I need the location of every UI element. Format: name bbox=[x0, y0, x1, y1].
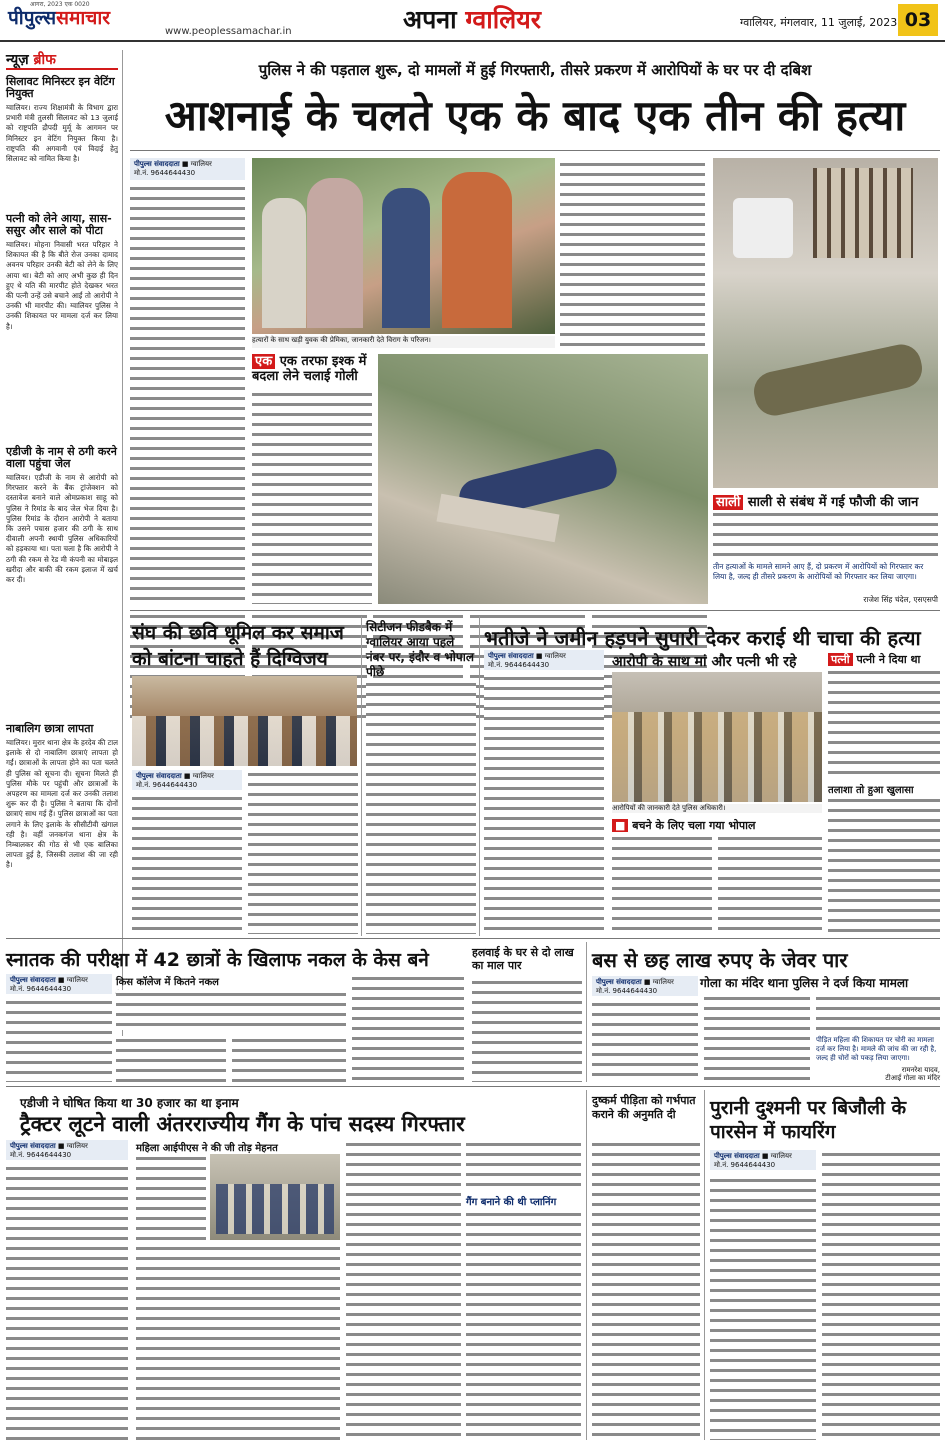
ssp-signature: राजेश सिंह चंदेल, एसएसपी bbox=[863, 595, 938, 604]
soldier-scene-photo bbox=[713, 158, 938, 488]
abortion-body bbox=[592, 1140, 700, 1440]
officers-shape bbox=[612, 712, 822, 802]
credit-city: ग्वालियर bbox=[652, 978, 674, 986]
exam-credit: पीपुल्स संवाददाता ■ ग्वालियर मो.नं. 9644644430 bbox=[6, 974, 112, 994]
firing-body-2 bbox=[822, 1150, 940, 1440]
brief-label-1: न्यूज़ bbox=[6, 52, 29, 68]
page-header bbox=[0, 0, 945, 42]
tractor-ips-head: महिला आईपीएस ने की जी तोड़ मेहनत bbox=[136, 1143, 278, 1154]
tractor-photo bbox=[210, 1154, 340, 1240]
brand-word-1: पीपुल्स bbox=[8, 7, 57, 29]
masthead-logo bbox=[8, 4, 110, 30]
subhead-text: साली से संबंध में गई फौजी की जान bbox=[747, 495, 919, 510]
firing-body-1 bbox=[710, 1176, 816, 1440]
sangh-body-2 bbox=[248, 770, 358, 934]
sangh-body-1 bbox=[132, 794, 242, 934]
brief-text: ग्वालियर। मोहना निवासी भरत परिहार ने शिकायत की है कि बीते रोज उनका दामाद अवनय परिहार उनकी बेटी को लेने के लिए आया था। बेटी को आए अभी कुछ ही दिन हुए थे यति की मारपीट होते देखकर भरत की पत्नी उन्हें उसे बचाने आईं तो आरोपी ने उनकी भी मारपीट की। ग्वालियर पुलिस ने उनकी शिकायत पर मामला दर्ज कर लिया है। bbox=[6, 240, 118, 331]
credit-phone: मो.नं. 9644644430 bbox=[10, 1151, 72, 1159]
tractor-body-3 bbox=[346, 1140, 461, 1440]
sangh-headline: संघ की छवि धूमिल कर समाज को बांटना चाहते हैं दिग्विजय bbox=[132, 622, 344, 670]
credit-name: पीपुल्स संवाददाता bbox=[136, 772, 182, 780]
news-brief-column bbox=[6, 50, 118, 1060]
column-divider bbox=[704, 1090, 705, 1440]
halwai-body bbox=[472, 978, 582, 1082]
column-divider bbox=[479, 616, 480, 936]
exam-body-4 bbox=[352, 974, 464, 1082]
section-title bbox=[403, 2, 541, 36]
section-rule bbox=[6, 938, 940, 939]
credit-phone: मो.नं. 9644644430 bbox=[134, 169, 196, 177]
credit-name: पीपुल्स संवाददाता bbox=[134, 160, 180, 168]
side-tag: पत्नी bbox=[828, 653, 853, 666]
citizen-body-1 bbox=[366, 680, 476, 934]
tractor-body-2 bbox=[136, 1244, 340, 1440]
sign-name: रामनरेश यादव, bbox=[901, 1066, 940, 1074]
person-figure bbox=[382, 188, 430, 328]
police-team-shape bbox=[216, 1184, 334, 1234]
column-divider bbox=[361, 616, 362, 936]
lead-photo bbox=[252, 158, 555, 334]
bhatija-side-body bbox=[828, 668, 940, 780]
bhatija-headline: भतीजे ने जमीन हड़पने सुपारी देकर कराई थी चाचा की हत्या bbox=[484, 626, 921, 650]
mid-text: बचने के लिए चला गया भोपाल bbox=[632, 819, 756, 832]
subhead-text: एक तरफा इश्क में बदला लेने चलाई गोली bbox=[252, 354, 367, 384]
brand-word-2: समाचार bbox=[56, 7, 111, 29]
jewel-headline: बस से छह लाख रुपए के जेवर पार bbox=[592, 948, 848, 972]
brief-label-2: ब्रीफ bbox=[33, 52, 56, 68]
sangh-photo bbox=[132, 676, 357, 766]
brief-text: ग्वालियर। एडीजी के नाम से आरोपी को गिरफ्तार करने के बैंक ट्रांजेक्शन को दस्तावेज बनाने वाले ओमप्रकाश साहू को पुलिस ने रिमांड के बाद जेल भेज दिया है। पुलिस रिमांड के दौरान आरोपी ने बताया कि उसने पचास हजार की ठगी के साथ दीवाली अपनी स्थायी पुलिस अधिकारियों को हड़काया था। पता चला है कि आरोपी ने ठगी की रकम से रेड मी कंपनी का मोबाइल खरीदा और बाकी की रकम इलाज में खर्च कर दी। bbox=[6, 473, 118, 585]
lead-body-col2 bbox=[252, 390, 372, 604]
credit-phone: मो.नं. 9644644430 bbox=[714, 1161, 776, 1169]
column-divider bbox=[122, 50, 123, 1060]
credit-name: पीपुल्स संवाददाता bbox=[10, 976, 56, 984]
issue-date: ग्वालियर, मंगलवार, 11 जुलाई, 2023 bbox=[740, 16, 898, 29]
tractor-body-1 bbox=[6, 1164, 128, 1440]
section-rule bbox=[130, 610, 940, 611]
bhatija-caption: आरोपियों की जानकारी देते पुलिस अधिकारी। bbox=[612, 804, 822, 813]
jewel-signature bbox=[816, 1066, 940, 1082]
column-divider bbox=[586, 942, 587, 1082]
lead-body-col6 bbox=[560, 160, 705, 350]
halwai-headline: हलवाई के घर से दो लाख का माल पार bbox=[472, 946, 574, 972]
exam-headline: स्नातक की परीक्षा में 42 छात्रों के खिलाफ नकल के केस बने bbox=[6, 949, 429, 971]
credit-city: ग्वालियर bbox=[66, 976, 88, 984]
person-figure bbox=[442, 172, 512, 328]
tractor-body-4a bbox=[466, 1140, 581, 1190]
jewel-body-1 bbox=[592, 1000, 698, 1082]
jewel-credit: पीपुल्स संवाददाता ■ ग्वालियर मो.नं. 9644644430 bbox=[592, 976, 698, 996]
section-word-2: ग्वालियर bbox=[465, 5, 541, 34]
bhatija-mid-head bbox=[612, 818, 822, 833]
subhead-tag: एक bbox=[252, 354, 275, 369]
brief-label bbox=[6, 50, 118, 70]
tractor-gang-head: गैंग बनाने की थी प्लानिंग bbox=[466, 1197, 557, 1208]
jewel-subhead: गोला का मंदिर थाना पुलिस ने दर्ज किया मामला bbox=[700, 976, 909, 990]
tractor-kicker: एडीजी ने घोषित किया था 30 हजार का था इनाम bbox=[20, 1096, 239, 1110]
crowd-shape bbox=[132, 716, 357, 766]
page-number: 03 bbox=[898, 4, 938, 36]
credit-city: ग्वालियर bbox=[66, 1142, 88, 1150]
brief-title: नाबालिग छात्रा लापता bbox=[6, 722, 94, 735]
victim-figure bbox=[750, 341, 925, 419]
credit-name: पीपुल्स संवाददाता bbox=[596, 978, 642, 986]
credit-phone: मो.नं. 9644644430 bbox=[136, 781, 198, 789]
credit-phone: मो.नं. 9644644430 bbox=[10, 985, 72, 993]
section-rule bbox=[6, 1086, 940, 1087]
tractor-body-4 bbox=[466, 1210, 581, 1440]
brief-title: सिलावट मिनिस्टर इन वेटिंग नियुक्त bbox=[6, 75, 115, 100]
credit-phone: मो.नं. 9644644430 bbox=[488, 661, 550, 669]
bhatija-photo bbox=[612, 672, 822, 802]
tractor-credit: पीपुल्स संवाददाता ■ ग्वालियर मो.नं. 9644644430 bbox=[6, 1140, 128, 1160]
column-divider bbox=[586, 1090, 587, 1440]
firing-credit: पीपुल्स संवाददाता ■ ग्वालियर मो.नं. 9644644430 bbox=[710, 1150, 816, 1170]
person-figure bbox=[262, 198, 306, 328]
bhatija-body-2 bbox=[612, 834, 712, 934]
jewel-body-2 bbox=[704, 994, 810, 1082]
exam-college-list bbox=[116, 990, 346, 1030]
brief-title: एडीजी के नाम से ठगी करने वाला पहुंचा जेल bbox=[6, 445, 117, 470]
mid-tag: ■ bbox=[612, 819, 628, 832]
credit-city: ग्वालियर bbox=[544, 652, 566, 660]
site-url[interactable]: www.peoplessamachar.in bbox=[165, 26, 292, 37]
lead-kicker: पुलिस ने की पड़ताल शुरू, दो मामलों में हुई गिरफ्तारी, तीसरे प्रकरण में आरोपियों के घर पर दी दबिश bbox=[258, 61, 812, 79]
credit-phone: मो.नं. 9644644430 bbox=[596, 987, 658, 995]
exam-body-3 bbox=[232, 1036, 346, 1082]
lead-credit: पीपुल्स संवाददाता ■ ग्वालियर मो.नं. 9644644430 bbox=[130, 158, 245, 180]
ssp-quote: तीन हत्याओं के मामले सामने आए हैं, दो प्रकरण में आरोपियों को गिरफ्तार कर लिया है, जल्द ही तीसरे प्रकरण के आरोपियों को गिरफ्तार कर लिया जाएगा। bbox=[713, 562, 924, 581]
headline-rule bbox=[130, 150, 940, 151]
jewel-body-3 bbox=[816, 994, 940, 1034]
lead-subhead-2 bbox=[713, 492, 938, 510]
lead-body-col1 bbox=[130, 184, 245, 604]
jewel-quote: पीड़ित महिला की शिकायत पर चोरी का मामला दर्ज कर लिया है। मामले की जांच की जा रही है, जल्द ही चोरों को पकड़ लिया जाएगा। bbox=[816, 1036, 937, 1062]
exam-subhead: किस कॉलेज में कितने नकल bbox=[116, 977, 219, 988]
person-figure bbox=[307, 178, 363, 328]
tractor-ips-body bbox=[136, 1154, 206, 1240]
bhatija-side2-body bbox=[828, 796, 940, 934]
lead-photo-caption: हत्यारों के साथ खड़ी युवक की प्रेमिका, जानकारी देते विराग के परिजन। bbox=[252, 336, 555, 348]
exam-body-2 bbox=[116, 1036, 226, 1082]
bhatija-side2: तलाशा तो हुआ खुलासा bbox=[828, 785, 914, 796]
credit-city: ग्वालियर bbox=[192, 772, 214, 780]
brief-text: ग्वालियर। राज्य शिक्षामंत्री के विभाग द्वारा प्रभारी मंत्री तुलसी सिलावट को 13 जुलाई को राष्ट्रपति द्रौपदी मुर्मू के आगमन पर मिनिस्टर इन वेटिंग नियुक्त किया है। राष्ट्रपति की अगवानी एवं विदाई हेतु सिलावट को नामित किया है। bbox=[6, 103, 118, 164]
bhatija-credit: पीपुल्स संवाददाता ■ ग्वालियर मो.नं. 9644644430 bbox=[484, 650, 604, 670]
crime-scene-photo bbox=[378, 354, 708, 604]
window-grill bbox=[813, 168, 913, 258]
subhead-tag: साली bbox=[713, 495, 743, 510]
side-tag-text: पत्नी ने दिया था bbox=[856, 653, 921, 666]
brand-dateline: आगरा, 2023 एक 0020 bbox=[30, 1, 90, 8]
brief-title: पत्नी को लेने आया, सास-ससुर और साले को पीटा bbox=[6, 212, 112, 237]
sign-title: टीआई गोला का मंदिर bbox=[885, 1074, 940, 1082]
citizen-headline: सिटीजन फीडबैक में ग्वालियर आया पहले नंबर पर, इंदौर व भोपाल पीछे bbox=[366, 620, 474, 679]
section-word-1: अपना bbox=[403, 5, 457, 34]
lead-headline: आशनाई के चलते एक के बाद एक तीन की हत्या bbox=[164, 91, 906, 140]
lead-body-col7 bbox=[713, 510, 938, 560]
credit-name: पीपुल्स संवाददाता bbox=[488, 652, 534, 660]
credit-city: ग्वालियर bbox=[190, 160, 212, 168]
bhatija-subhead: आरोपी के साथ मां और पत्नी भी रहे bbox=[612, 654, 797, 670]
firing-headline: पुरानी दुश्मनी पर बिजौली के पारसेन में फायरिंग bbox=[710, 1097, 907, 1143]
credit-name: पीपुल्स संवाददाता bbox=[10, 1142, 56, 1150]
lead-subhead-1 bbox=[252, 354, 372, 384]
exam-body-1 bbox=[6, 998, 112, 1082]
sangh-credit: पीपुल्स संवाददाता ■ ग्वालियर मो.नं. 9644644430 bbox=[132, 770, 242, 790]
credit-name: पीपुल्स संवाददाता bbox=[714, 1152, 760, 1160]
tractor-headline: ट्रैक्टर लूटने वाली अंतरराज्यीय गैंग के पांच सदस्य गिरफ्तार bbox=[20, 1112, 465, 1136]
brief-text: ग्वालियर। मुरार थाना क्षेत्र के हरदेव की टाल इलाके से दो नाबालिग छात्राएं लापता हो गईं। छात्राओं के लापता होने का पता चलते ही पुलिस को सूचना दी। सूचना मिलते ही पुलिस मौके पर पहुंची और छात्राओं के अपहरण का मामला दर्ज कर उनकी तलाश शुरू कर दी है। पुलिस ने बताया कि दोनों छात्राएं साथ गई हैं। पुलिस छात्राओं का पता लगाने के लिए इलाके के सीसीटीवी खंगाल रही है। वहीं जनकगंज थाना क्षेत्र के निम्बालकर की गोठ से भी एक बालिका लापता हुई है, जिसकी तलाश की जा रही है। bbox=[6, 738, 118, 870]
bhatija-body-3 bbox=[718, 834, 822, 934]
abortion-headline: दुष्कर्म पीड़िता को गर्भपात कराने की अनुमति दी bbox=[592, 1094, 696, 1121]
basin-shape bbox=[733, 198, 793, 258]
credit-city: ग्वालियर bbox=[770, 1152, 792, 1160]
bhatija-body-1 bbox=[484, 674, 604, 934]
